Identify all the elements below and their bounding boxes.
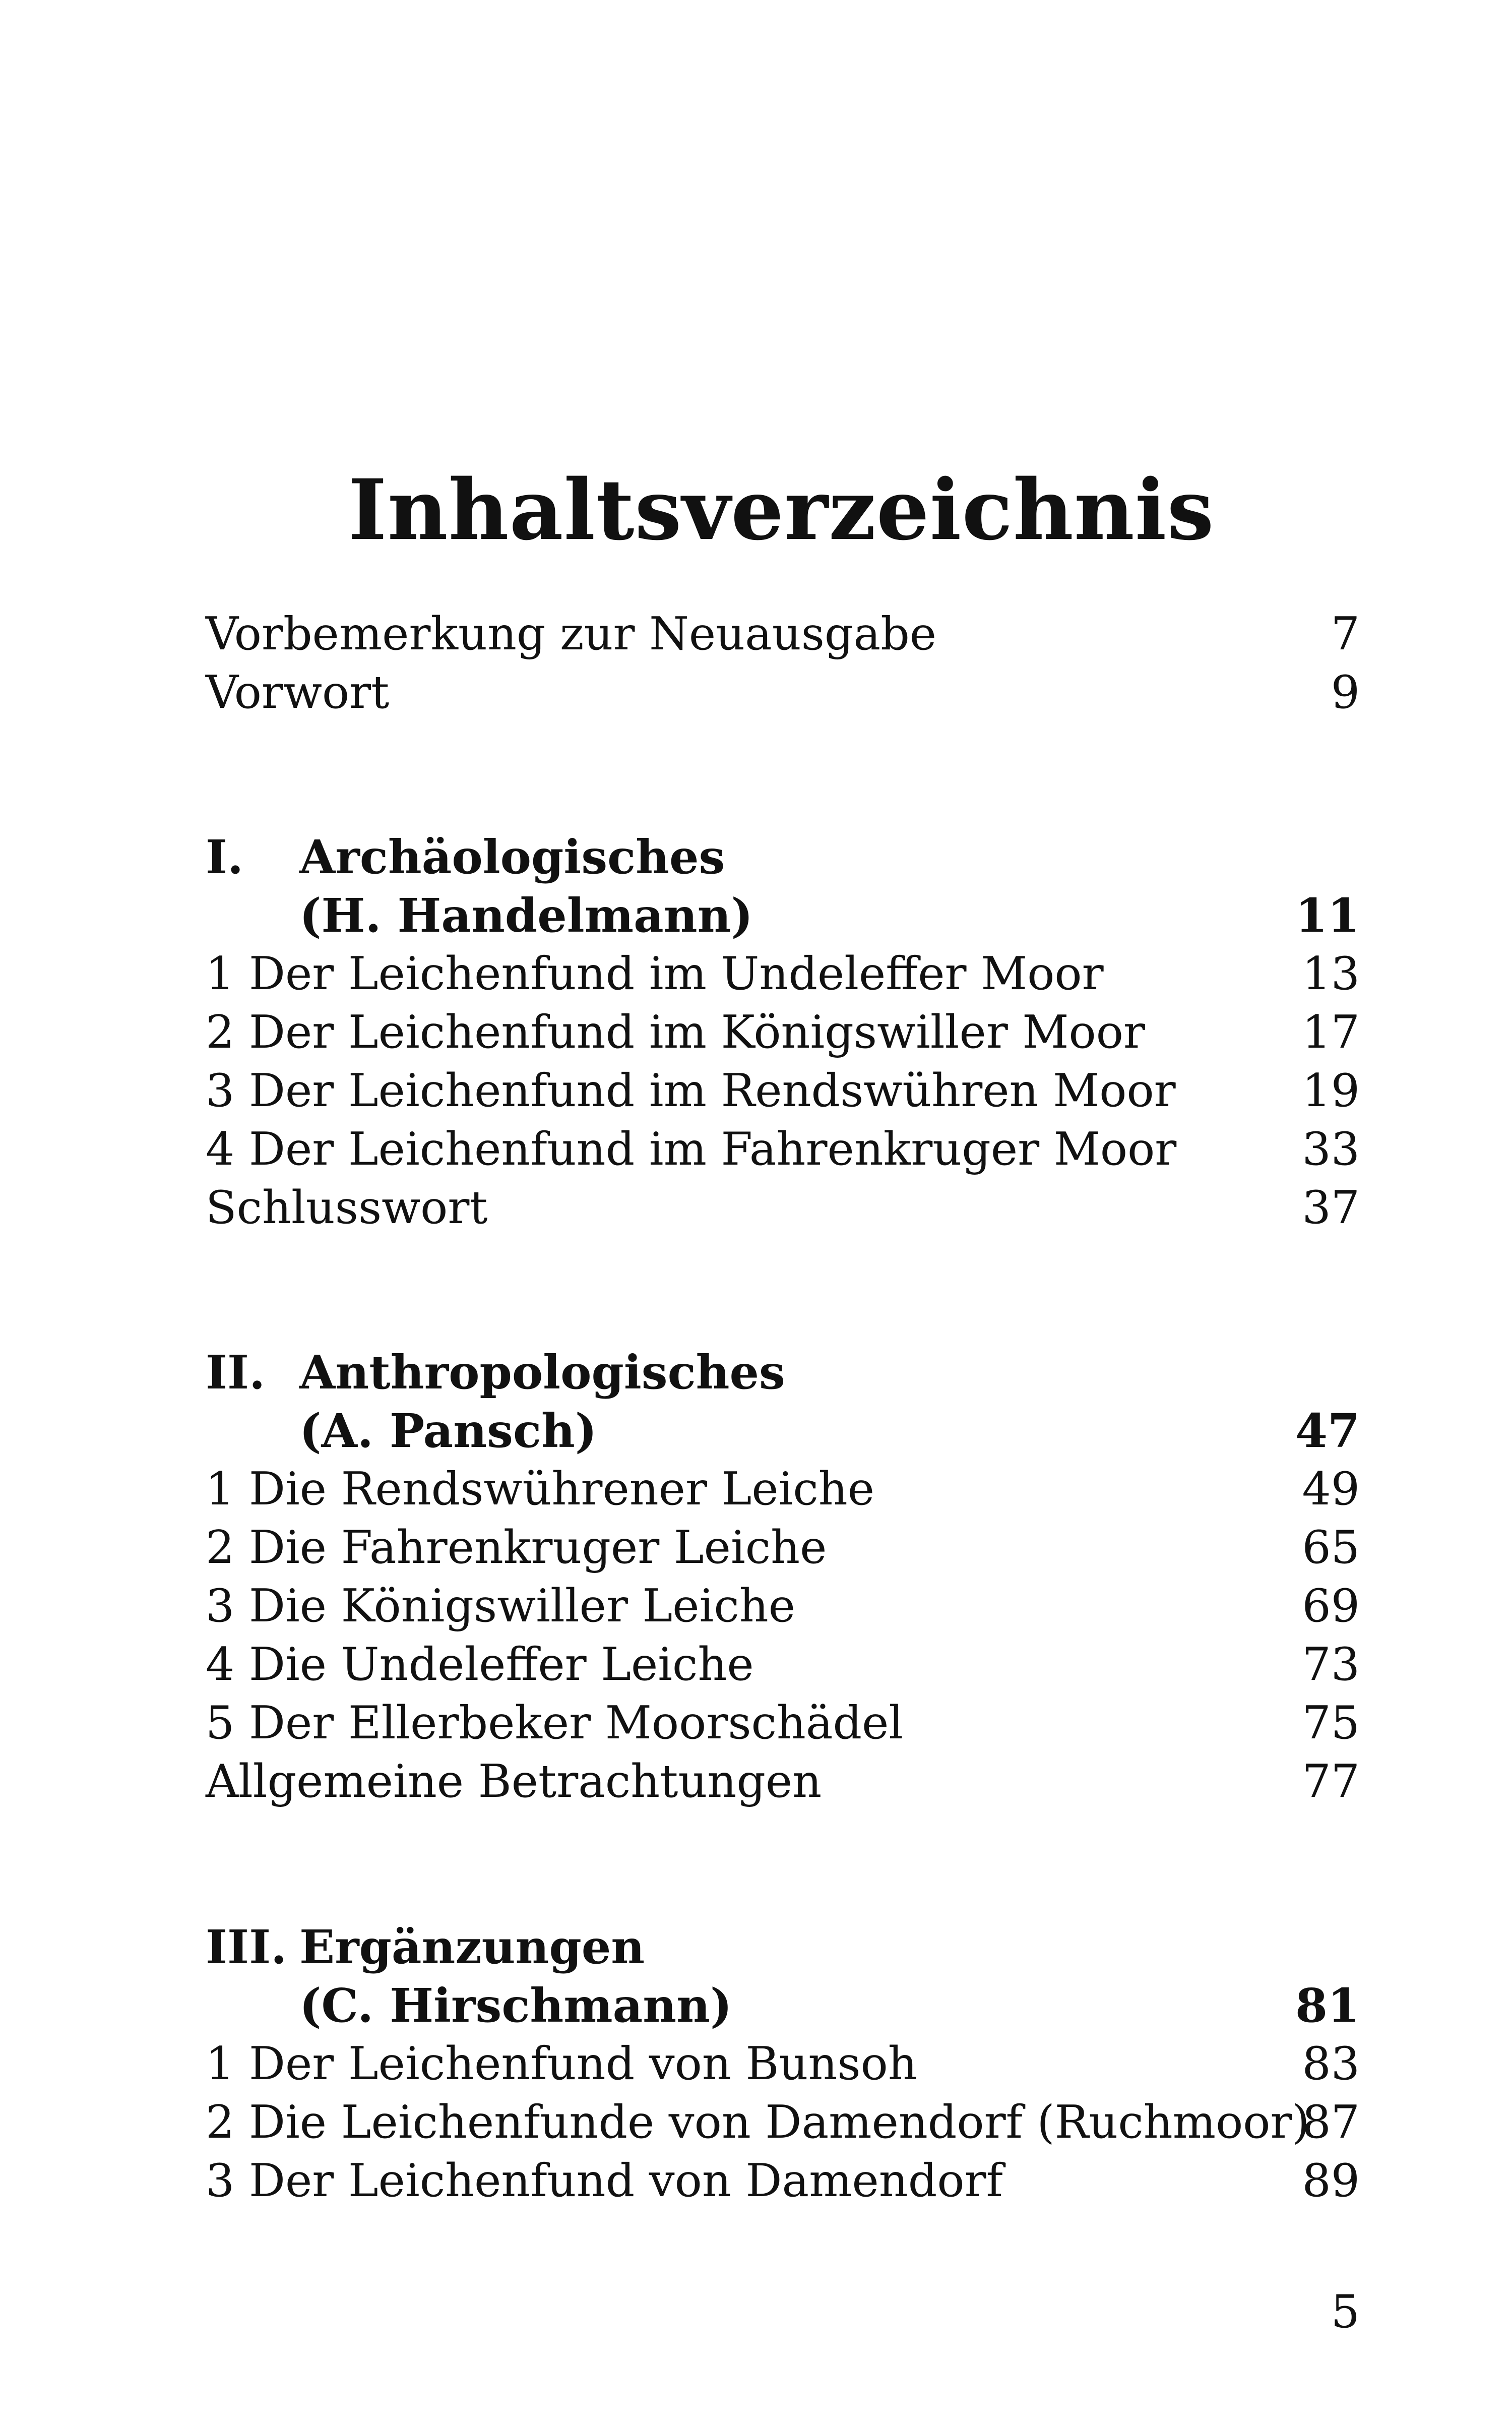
toc-entry[interactable] xyxy=(206,2152,1360,2210)
toc-entry[interactable] xyxy=(206,2035,1360,2093)
toc-entry[interactable] xyxy=(206,1694,1360,1752)
toc-entry-page: 19 xyxy=(1302,1064,1360,1117)
toc-entry-label: 5 Der Ellerbeker Moorschädel xyxy=(206,1697,904,1749)
toc-entry-vorwort[interactable] xyxy=(206,663,1360,722)
section-author: (C. Hirschmann) xyxy=(299,1978,732,2033)
toc-entry[interactable] xyxy=(206,1577,1360,1636)
toc-entry-label: 3 Der Leichenfund von Damendorf xyxy=(206,2154,1003,2207)
toc-entry-page: 89 xyxy=(1302,2154,1360,2207)
section-page: 47 xyxy=(1295,1404,1360,1458)
toc-entry-label: 4 Die Undeleffer Leiche xyxy=(206,1638,754,1691)
toc-entry-page: 13 xyxy=(1302,947,1360,1000)
toc-entry-label: 1 Der Leichenfund von Bunsoh xyxy=(206,2037,917,2090)
toc-entry-label: Vorwort xyxy=(206,666,390,719)
section-title: Archäologisches xyxy=(299,830,725,884)
toc-entry-label: 1 Der Leichenfund im Undeleffer Moor xyxy=(206,947,1104,1000)
toc-entry-page: 83 xyxy=(1302,2037,1360,2090)
toc-entry-page: 87 xyxy=(1302,2096,1360,2149)
toc-entry[interactable] xyxy=(206,1120,1360,1179)
toc-entry-vorbemerkung[interactable] xyxy=(206,605,1360,663)
toc-entry-page: 37 xyxy=(1302,1181,1360,1234)
page-number: 5 xyxy=(1331,2285,1360,2338)
toc-entry[interactable] xyxy=(206,1003,1360,1062)
toc-entry-page: 9 xyxy=(1331,666,1360,719)
toc-entry-label: 3 Der Leichenfund im Rendswühren Moor xyxy=(206,1064,1176,1117)
section-heading-2[interactable] xyxy=(206,1343,1360,1402)
toc-entry[interactable] xyxy=(206,1519,1360,1577)
toc-entry-label: Schlusswort xyxy=(206,1181,488,1234)
toc-entry-label: Vorbemerkung zur Neuausgabe xyxy=(206,608,937,660)
toc-entry-page: 33 xyxy=(1302,1123,1360,1176)
section-page: 11 xyxy=(1295,888,1360,943)
toc-entry-page: 69 xyxy=(1302,1580,1360,1632)
section-page: 81 xyxy=(1295,1978,1360,2033)
toc-entry-label: 2 Der Leichenfund im Königswiller Moor xyxy=(206,1006,1145,1059)
section-author-3 xyxy=(206,1976,1360,2035)
section-title: Ergänzungen xyxy=(299,1920,645,1974)
toc-entry-label: 3 Die Königswiller Leiche xyxy=(206,1580,795,1632)
toc-entry-page: 17 xyxy=(1302,1006,1360,1059)
page-title: Inhaltsverzeichnis xyxy=(348,460,1215,559)
section-numeral: II. xyxy=(206,1345,266,1400)
toc-entry-label: 2 Die Fahrenkruger Leiche xyxy=(206,1521,827,1574)
toc-entry[interactable] xyxy=(206,945,1360,1003)
toc-entry-label: 2 Die Leichenfunde von Damendorf (Ruchmoor) xyxy=(206,2096,1310,2149)
section-author-1 xyxy=(206,886,1360,945)
section-heading-3[interactable] xyxy=(206,1918,1360,1976)
section-author: (H. Handelmann) xyxy=(299,888,753,943)
toc-entry[interactable] xyxy=(206,1179,1360,1237)
toc-entry-page: 75 xyxy=(1302,1697,1360,1749)
section-author-2 xyxy=(206,1402,1360,1460)
toc-entry[interactable] xyxy=(206,1752,1360,1811)
section-numeral: I. xyxy=(206,830,244,884)
toc-entry-page: 49 xyxy=(1302,1463,1360,1516)
section-heading-1[interactable] xyxy=(206,828,1360,886)
toc-entry[interactable] xyxy=(206,1062,1360,1120)
toc-entry-page: 65 xyxy=(1302,1521,1360,1574)
toc-entry[interactable] xyxy=(206,1636,1360,1694)
section-author: (A. Pansch) xyxy=(299,1404,597,1458)
toc-entry[interactable] xyxy=(206,1460,1360,1519)
toc-entry[interactable] xyxy=(206,2093,1360,2152)
toc-entry-label: Allgemeine Betrachtungen xyxy=(206,1755,822,1808)
section-numeral: III. xyxy=(206,1920,287,1974)
section-title: Anthropologisches xyxy=(299,1345,785,1400)
toc-entry-label: 1 Die Rendswührener Leiche xyxy=(206,1463,875,1516)
toc-entry-page: 77 xyxy=(1302,1755,1360,1808)
toc-entry-page: 7 xyxy=(1331,608,1360,660)
toc-entry-page: 73 xyxy=(1302,1638,1360,1691)
toc-entry-label: 4 Der Leichenfund im Fahrenkruger Moor xyxy=(206,1123,1177,1176)
